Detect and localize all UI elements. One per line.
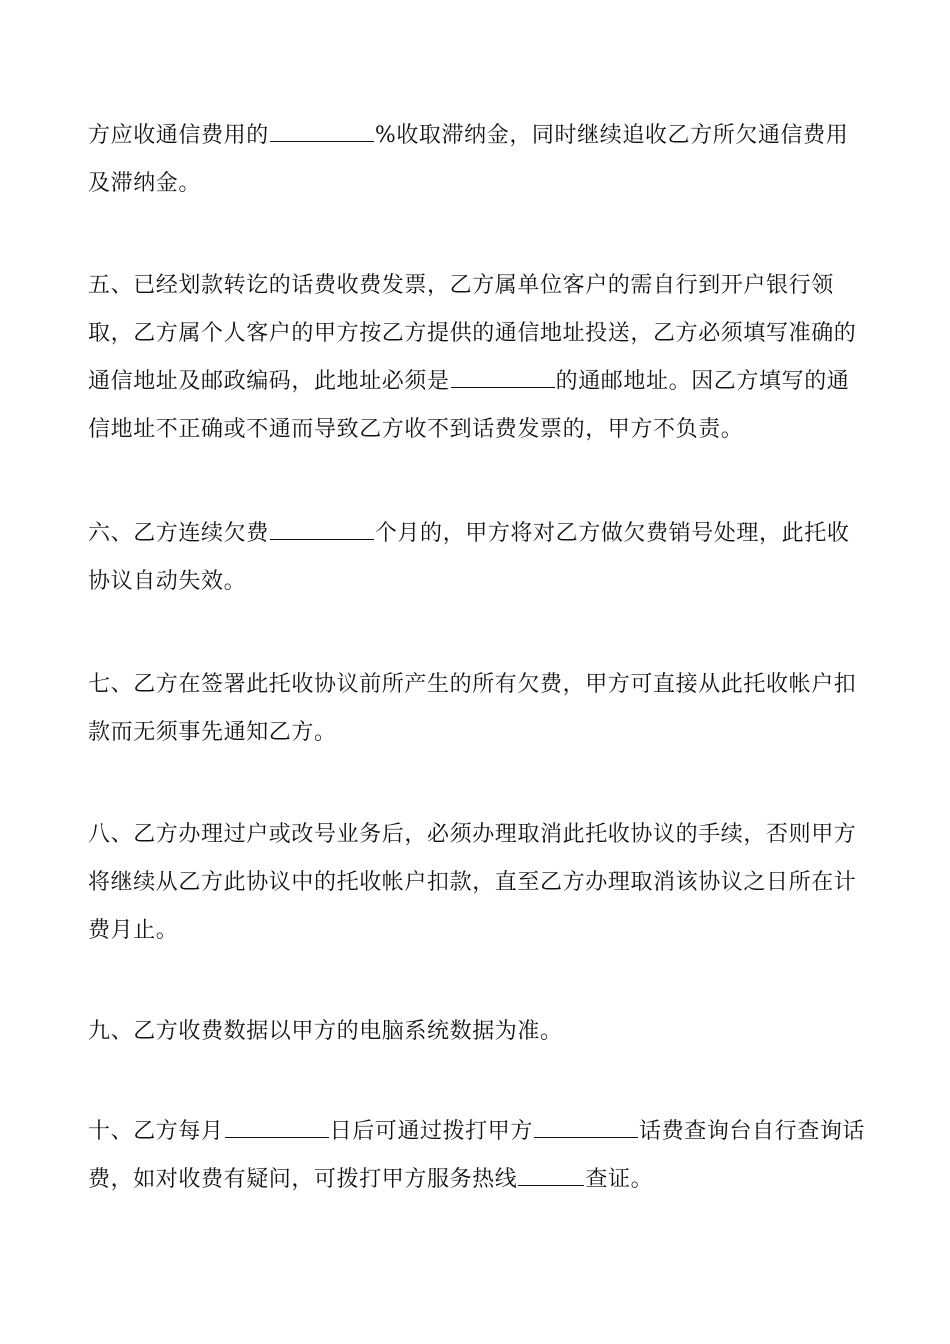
paragraph-continuation — [88, 112, 868, 208]
paragraph-clause-8 — [88, 811, 868, 955]
text-segment: 话费查询台自行查询话费，如对收费有疑问，可拨打甲方服务热线 — [88, 1119, 866, 1192]
text-segment: 的通邮地址。因乙方填写的通信地址不正确或不通而导致乙方收不到话费发票的，甲方不负责。 — [88, 369, 850, 442]
text-segment: 五、已经划款转讫的话费收费发票，乙方属单位客户的需自行到开户银行领取，乙方属个人客户的甲方按乙方提供的通信地址投送，乙方必须填写准确的通信地址及邮政编码，此地址必须是 — [88, 273, 857, 394]
paragraph-clause-6 — [88, 510, 868, 606]
paragraph-clause-10 — [88, 1108, 868, 1204]
fill-in-blank-day-of-month[interactable] — [225, 1137, 329, 1138]
text-segment: %收取滞纳金，同时继续追收乙方所欠通信费用及滞纳金。 — [88, 123, 849, 196]
text-segment: 日后可通过拨打甲方 — [329, 1119, 534, 1144]
paragraph-clause-9 — [88, 1008, 868, 1056]
text-segment: 六、乙方连续欠费 — [88, 521, 269, 546]
text-segment: 九、乙方收费数据以甲方的电脑系统数据为准。 — [88, 1019, 563, 1044]
text-segment: 十、乙方每月 — [88, 1119, 224, 1144]
text-segment: 个月的，甲方将对乙方做欠费销号处理，此托收协议自动失效。 — [88, 521, 850, 594]
text-segment: 七、乙方在签署此托收协议前所产生的所有欠费，甲方可直接从此托收帐户扣款而无须事先通知乙方。 — [88, 672, 857, 745]
fill-in-blank-mailing-address[interactable] — [451, 387, 555, 388]
paragraph-clause-5 — [88, 262, 868, 454]
text-segment: 查证。 — [585, 1167, 654, 1192]
text-segment: 方应收通信费用的 — [88, 123, 269, 148]
fill-in-blank-inquiry-number[interactable] — [534, 1137, 638, 1138]
fill-in-blank-months-overdue[interactable] — [270, 539, 374, 540]
fill-in-blank-hotline[interactable] — [518, 1185, 584, 1186]
fill-in-blank-late-fee-rate[interactable] — [270, 141, 374, 142]
paragraph-clause-7 — [88, 661, 868, 757]
text-segment: 八、乙方办理过户或改号业务后，必须办理取消此托收协议的手续，否则甲方将继续从乙方此协议中的托收帐户扣款，直至乙方办理取消该协议之日所在计费月止。 — [88, 822, 857, 943]
